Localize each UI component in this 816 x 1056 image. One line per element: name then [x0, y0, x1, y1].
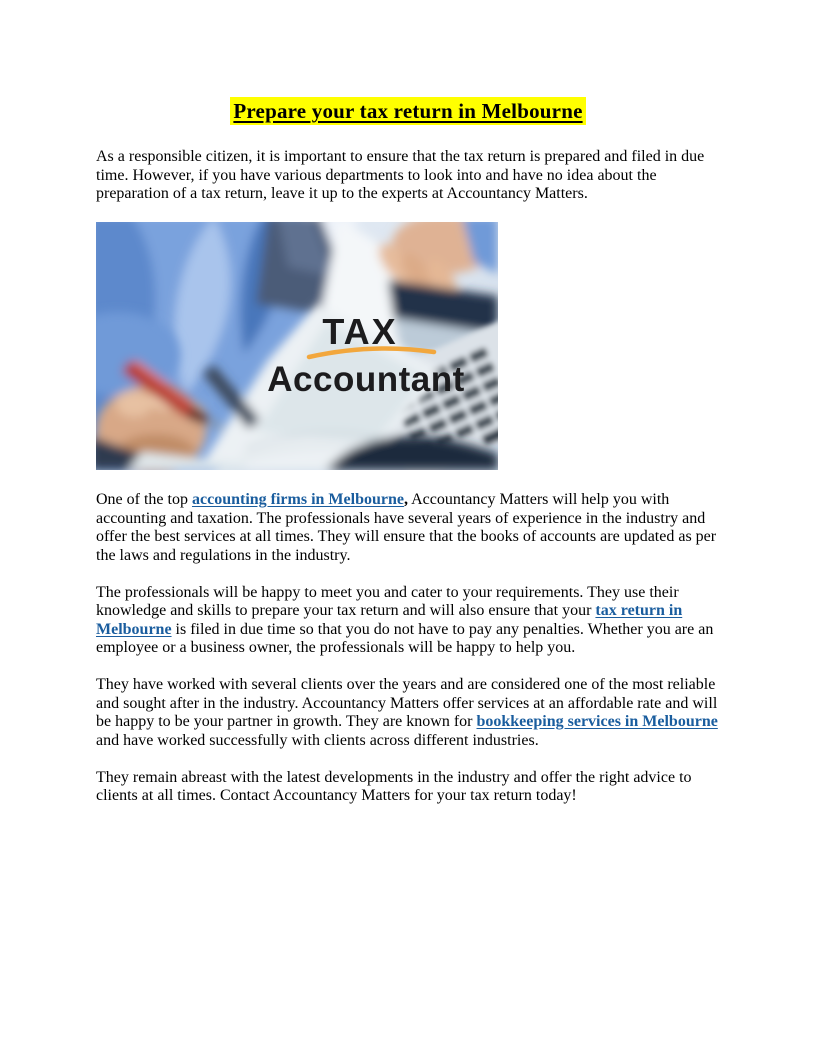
text-run: is filed in due time so that you do not have to pay any penalties. Whether you are an employee or a business owner, the professionals will be happy to help you.: [96, 620, 714, 656]
text-run: One of the top: [96, 491, 192, 508]
text-run: Accountancy Matters will help you with accounting and taxation. The professionals have several years of experience in the industry and offer the best services at all times. They will ensure that the books of accounts are updated as per the laws and regulations in the industry.: [96, 491, 717, 564]
paragraph: [96, 676, 720, 750]
tax-accountant-photo: [96, 222, 498, 470]
hyperlink[interactable]: bookkeeping services in Melbourne: [476, 713, 718, 730]
text-run: They remain abreast with the latest developments in the industry and offer the right advice to clients at all times. Contact Accountancy Matters for your tax return today!: [96, 768, 692, 804]
text-run: The professionals will be happy to meet you and cater to your requirements. They use their knowledge and skills to prepare your tax return and will also ensure that your: [96, 583, 679, 619]
article-image: [96, 222, 498, 470]
title-highlight: Prepare your tax return in Melbourne: [230, 97, 585, 125]
paragraph: [96, 584, 720, 658]
image-overlay-title: TAX: [322, 311, 398, 352]
text-run: and have worked successfully with clients across different industries.: [96, 731, 539, 749]
paragraph: [96, 769, 720, 806]
hyperlink[interactable]: tax return in Melbourne: [96, 602, 683, 638]
intro-section: [96, 148, 720, 204]
bold-text: ,: [403, 491, 408, 508]
text-run: They have worked with several clients over the years and are considered one of the most reliable and sought after in the industry. Accountancy Matters offer services at an affordable rate and will be happy to be your partner in growth. They are known for: [96, 676, 718, 730]
body-section: [96, 491, 720, 806]
paragraph: [96, 148, 720, 204]
paragraph: [96, 491, 720, 565]
text-run: As a responsible citizen, it is important to ensure that the tax return is prepared and filed in due time. However, if you have various departments to look into and have no idea about the preparation of a tax return, leave it up to the experts at Accountancy Matters.: [96, 148, 705, 202]
image-overlay-subtitle: Accountant: [267, 360, 465, 399]
page-title: [96, 97, 720, 126]
hyperlink[interactable]: accounting firms in Melbourne: [191, 491, 404, 508]
